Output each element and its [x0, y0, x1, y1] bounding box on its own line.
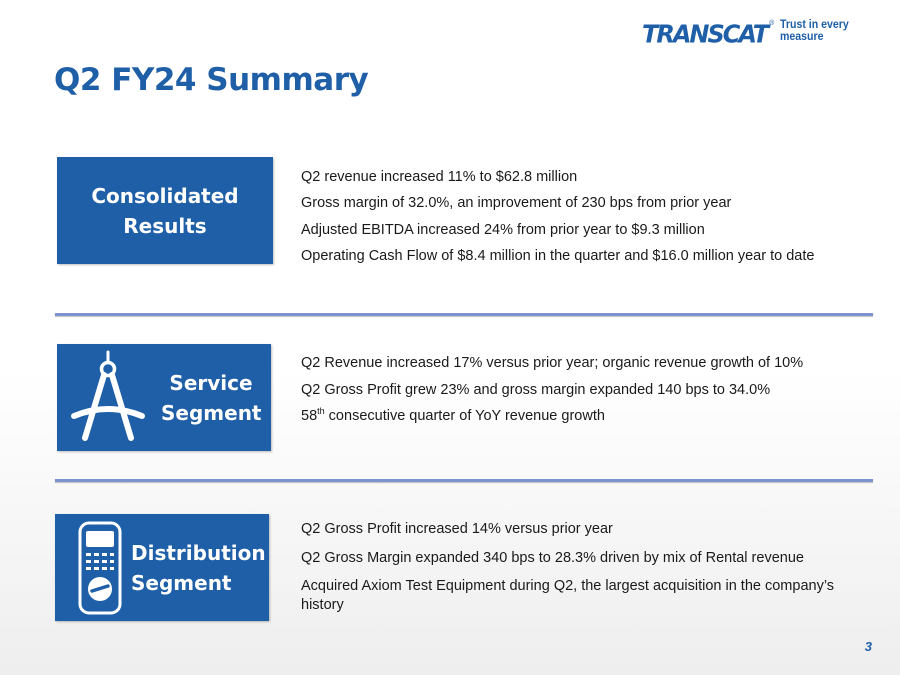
page-number: 3 — [864, 639, 872, 654]
list-item: Gross margin of 32.0%, an improvement of 230 bps from prior year — [301, 195, 732, 212]
section-label-line2: Segment — [161, 401, 262, 425]
section-label-line1: Distribution — [131, 541, 266, 565]
consolidated-results-box — [57, 157, 273, 264]
logo-tagline: Trust in every measure — [780, 19, 850, 43]
section-label-line1: Consolidated — [91, 184, 239, 208]
section-label — [161, 368, 261, 428]
logo-registered-mark: ® — [769, 20, 775, 27]
consolidated-results-list — [301, 164, 814, 269]
list-item: Q2 Revenue increased 17% versus prior year; organic revenue growth of 10% — [301, 355, 804, 371]
ordinal-suffix: th — [317, 406, 325, 417]
list-item: Q2 Gross Margin expanded 340 bps to 28.3% driven by mix of Rental revenue — [301, 549, 804, 566]
section-label — [131, 538, 267, 598]
list-item: Q2 Gross Profit grew 23% and gross margin expanded 140 bps to 34.0% — [301, 381, 771, 398]
quarter-count: 58 — [301, 408, 318, 424]
list-item: Q2 revenue increased 11% to $62.8 million — [301, 169, 578, 185]
section-divider — [55, 479, 873, 482]
section-label — [57, 181, 273, 241]
distribution-segment-list — [301, 520, 841, 625]
section-label-line2: Segment — [131, 571, 232, 595]
page-title: Q2 FY24 Summary — [54, 62, 369, 98]
list-item: Operating Cash Flow of $8.4 million in the quarter and $16.0 million year to date — [301, 247, 815, 264]
transcat-logo — [642, 18, 900, 49]
service-segment-box — [57, 344, 271, 451]
list-item: Adjusted EBITDA increased 24% from prior year to $9.3 million — [301, 221, 705, 238]
compass-icon — [69, 350, 147, 446]
list-item: Acquired Axiom Test Equipment during Q2, the largest acquisition in the company’s history — [301, 578, 835, 613]
multimeter-icon — [77, 520, 123, 616]
section-label-line2: Results — [123, 214, 207, 238]
section-label-line1: Service — [169, 371, 253, 395]
list-item — [301, 403, 803, 430]
list-item: Q2 Gross Profit increased 14% versus prior year — [301, 521, 613, 537]
logo-wordmark: TRANSCAT — [642, 19, 768, 49]
section-divider — [55, 313, 873, 316]
list-item-text: consecutive quarter of YoY revenue growth — [324, 408, 605, 424]
distribution-segment-box — [55, 514, 269, 621]
service-segment-list — [301, 350, 803, 430]
